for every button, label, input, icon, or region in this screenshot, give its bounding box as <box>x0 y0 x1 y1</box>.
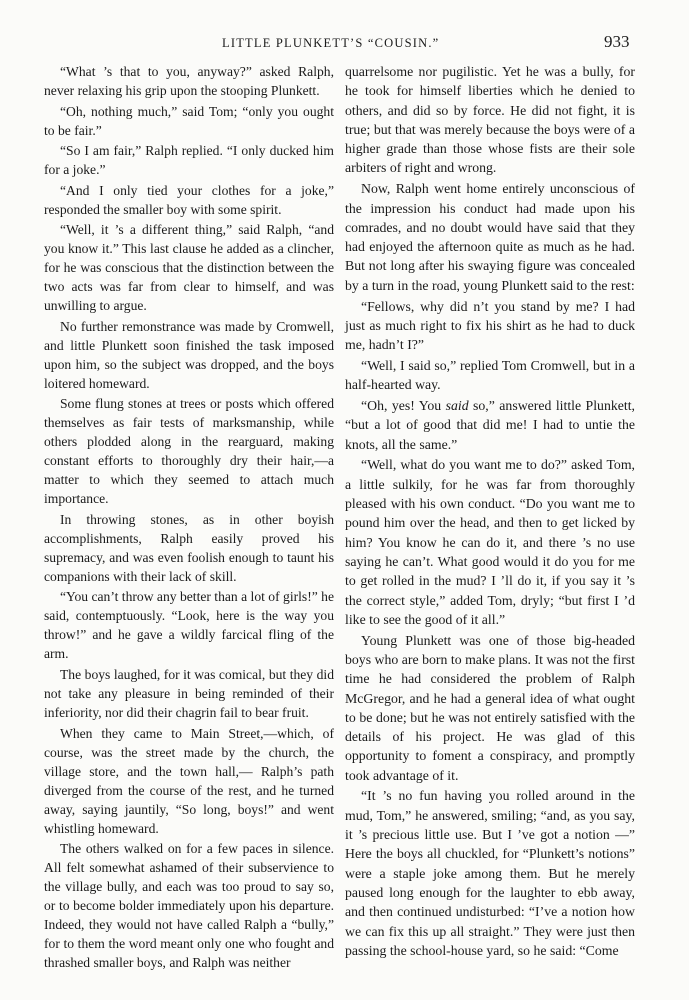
paragraph: “What ’s that to you, anyway?” asked Ralph, never relaxing his grip upon the stooping Plunkett. <box>44 64 334 99</box>
paragraph: “You can’t throw any better than a lot of girls!” he said, contemptuously. “Look, here is the way you throw!” and he gave a wildly farcical fling of the arm. <box>44 589 334 662</box>
paragraph: Now, Ralph went home entirely unconscious of the impression his conduct had made upon his comrades, and no doubt would have said that they had enjoyed the afternoon quite as much as he had. But not long after his swaying figure was concealed by a turn in the road, young Plunkett said to the rest: <box>345 181 635 293</box>
text-run: so,” answered little Plunkett, “but a lot of good that did me! I had to untie the knots, all the same.” <box>345 398 635 452</box>
paragraph: “Well, I said so,” replied Tom Cromwell, but in a half-hearted way. <box>345 357 635 393</box>
paragraph: Young Plunkett was one of those big-headed boys who are born to make plans. It was not the first time he had considered the problem of Ralph McGregor, and he had a general idea of what ought to be done; but he was not entirely satisfied with the details of his project. He was glad of this opportunity to foment a conspiracy, and promptly took advantage of it. <box>345 632 635 783</box>
paragraph: “And I only tied your clothes for a joke,” responded the smaller boy with some spirit. <box>44 182 334 217</box>
paragraph: When they came to Main Street,—which, of course, was the street made by the church, the village store, and the town hall,— Ralph’s path diverged from the course of the rest, and he turned away, saying jauntily, “So long, boys!” and went whistling homeward. <box>44 725 334 836</box>
page-number: 933 <box>604 32 630 51</box>
paragraph: The boys laughed, for it was comical, but they did not take any pleasure in being reminded of their inferiority, nor did their chagrin fail to bear fruit. <box>44 666 334 721</box>
paragraph: “Fellows, why did n’t you stand by me? I had just as much right to fix his shirt as he had to duck me, hadn’t I?” <box>345 298 635 353</box>
paragraph: “Well, it ’s a different thing,” said Ralph, “and you know it.” This last clause he added as a clincher, for he was conscious that the distinction between the two acts was far from clear to himself, and was unwilling to argue. <box>44 222 334 314</box>
paragraph: The others walked on for a few paces in silence. All felt somewhat ashamed of their subservience to the village bully, and each was too proud to say so, or to become bolder immediately upon his departure. Indeed, they would not have called Ralph a “bully,” for to them the word meant only one who fought and thrashed smaller boys, and Ralph was neither <box>44 841 334 971</box>
left-column <box>44 62 334 974</box>
paragraph: In throwing stones, as in other boyish accomplishments, Ralph easily proved his supremacy, and was even foolish enough to taunt his companions with their lack of skill. <box>44 511 334 584</box>
paragraph-continuation: quarrelsome nor pugilistic. Yet he was a bully, for he took for himself liberties which he denied to others, and did so by force. He did not fight, it is true; but that was merely because the boys were of a higher grade than those whose fists are their sole arbiters of right and wrong. <box>345 64 635 176</box>
paragraph: No further remonstrance was made by Cromwell, and little Plunkett soon finished the task imposed upon him, so the subject was dropped, and the boys loitered homeward. <box>44 318 334 391</box>
paragraph <box>345 396 635 454</box>
running-title: LITTLE PLUNKETT’S “COUSIN.” <box>222 36 440 50</box>
italic-word: said <box>445 398 469 414</box>
text-run: “Oh, yes! You <box>361 398 446 414</box>
paragraph: “It ’s no fun having you rolled around in the mud, Tom,” he answered, smiling; “and, as you say, it ’s precious little use. But I ’ve got a notion —” Here the boys all chuckled, for “Plunkett’s notions” were a staple joke among them. But he merely paused long enough for the laughter to ebb away, and then continued undisturbed: “I’ve a notion how we can fix this up all straight.” They were just then passing the school-house yard, so he said: “Come <box>345 788 635 958</box>
right-column <box>345 62 635 962</box>
paragraph: “Oh, nothing much,” said Tom; “only you ought to be fair.” <box>44 103 334 138</box>
paragraph: “So I am fair,” Ralph replied. “I only ducked him for a joke.” <box>44 143 334 178</box>
running-head <box>0 32 689 54</box>
paragraph: Some flung stones at trees or posts which offered themselves as fair tests of marksmanship, while others plodded along in the rearguard, making constant efforts to thoroughly dry their hair,—a matter to which they seemed to attach much importance. <box>44 396 334 507</box>
paragraph: “Well, what do you want me to do?” asked Tom, a little sulkily, for he was far from thoroughly pleased with his own conduct. “Do you want me to pound him over the head, and then to get licked by him? You know he can do it, and there ’s no use saying he can’t. What good would it do you for me to get rolled in the mud? I ’ll do it, if you say it ’s the correct style,” added Tom, dryly; “but first I ’d like to see the good of it all.” <box>345 457 635 627</box>
